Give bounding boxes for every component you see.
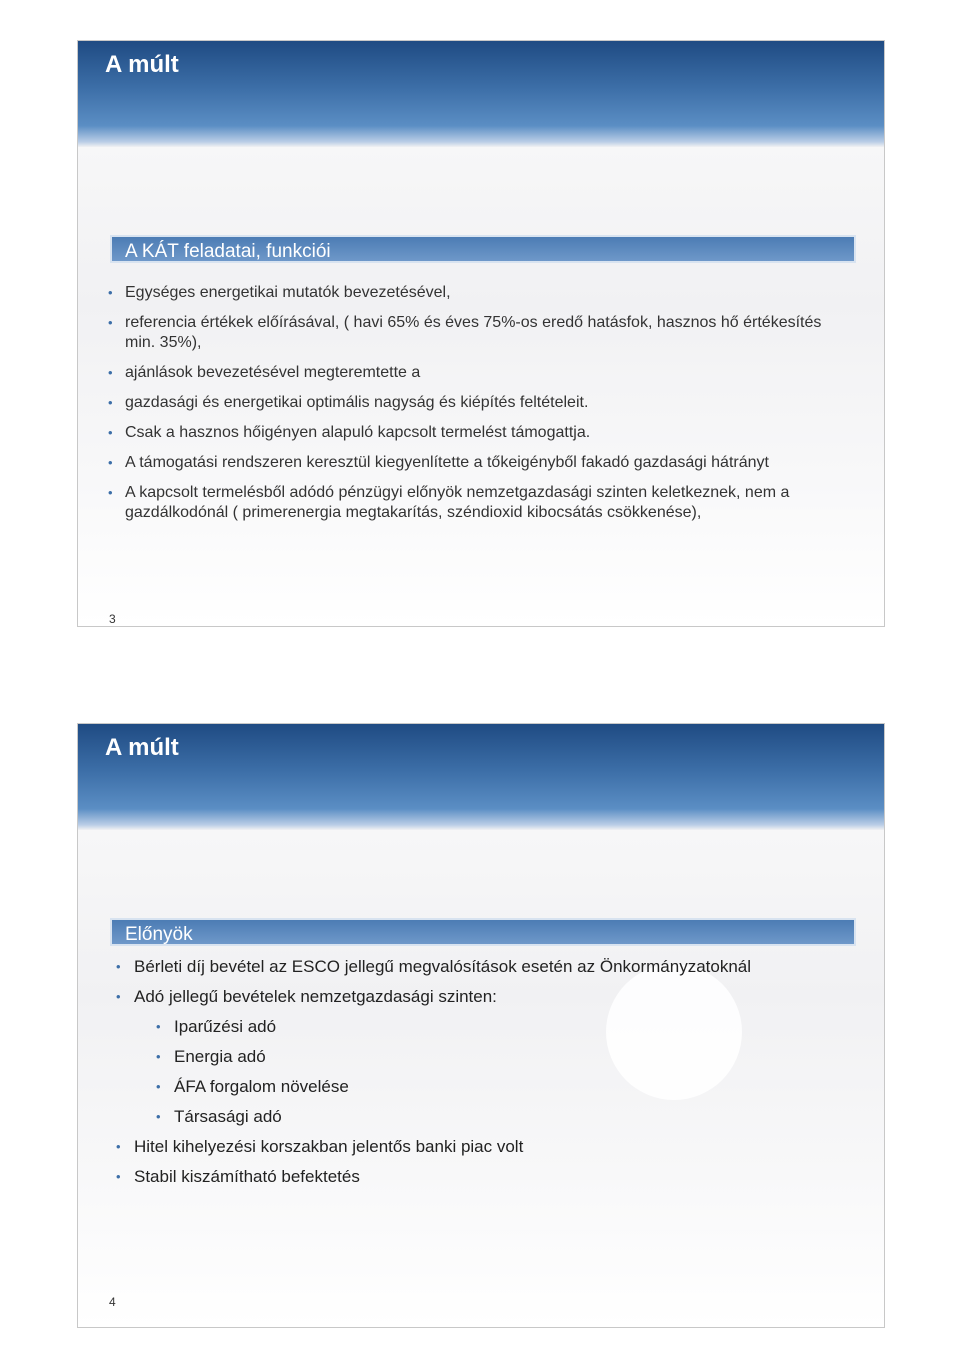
- list-item: • ajánlások bevezetésével megteremtette a: [108, 364, 421, 381]
- list-item: • A támogatási rendszeren keresztül kiegyenlítette a tőkeigényből fakadó gazdasági hátrányt: [108, 454, 769, 471]
- bullet-icon: •: [108, 365, 113, 380]
- bullet-icon: •: [156, 1019, 161, 1034]
- list-item: • Csak a hasznos hőigényen alapuló kapcsolt termelést támogattja.: [108, 424, 591, 441]
- list-item: • Stabil kiszámítható befektetés: [116, 1167, 360, 1186]
- bullet-icon: •: [108, 425, 113, 440]
- page-number: 3: [109, 612, 116, 626]
- bullet-icon: •: [108, 395, 113, 410]
- list-item: • Egységes energetikai mutatók bevezetésével,: [108, 284, 451, 301]
- sub-list-item: • Energia adó: [156, 1047, 266, 1066]
- list-item: • Hitel kihelyezési korszakban jelentős banki piac volt: [116, 1137, 524, 1156]
- bullet-icon: •: [116, 959, 121, 974]
- slide-title: A múlt: [105, 51, 179, 78]
- bullet-icon: •: [116, 1169, 121, 1184]
- slide-title: A múlt: [105, 734, 179, 761]
- sub-list-item: • Iparűzési adó: [156, 1017, 277, 1036]
- list-item: • Bérleti díj bevétel az ESCO jellegű megvalósítások esetén az Önkormányzatoknál: [116, 957, 752, 976]
- slide-header: [78, 41, 884, 147]
- bullet-list: [116, 957, 856, 1197]
- bullet-icon: •: [116, 1139, 121, 1154]
- bullet-icon: •: [156, 1109, 161, 1124]
- section-heading: Előnyök: [125, 924, 193, 945]
- bullet-icon: •: [156, 1049, 161, 1064]
- list-item: • gazdasági és energetikai optimális nagyság és kiépítés feltételeit.: [108, 394, 589, 411]
- section-heading-bar: [110, 918, 856, 946]
- sub-list-item: • ÁFA forgalom növelése: [156, 1077, 349, 1096]
- bullet-icon: •: [108, 485, 113, 500]
- bullet-icon: •: [116, 989, 121, 1004]
- bullet-icon: •: [108, 285, 113, 300]
- bullet-icon: •: [108, 455, 113, 470]
- bullet-icon: •: [156, 1079, 161, 1094]
- sub-list-item: • Társasági adó: [156, 1107, 282, 1126]
- page-number: 4: [109, 1295, 116, 1309]
- list-item: • referencia értékek előírásával, ( havi 65% és éves 75%-os eredő hatásfok, hasznos hő értékesítés min. 35%),: [108, 314, 822, 351]
- section-heading: A KÁT feladatai, funkciói: [125, 241, 331, 262]
- list-item: • Adó jellegű bevételek nemzetgazdasági szinten:: [116, 987, 497, 1006]
- slide-header: [78, 724, 884, 830]
- slide-3: [77, 40, 885, 627]
- section-heading-bar: [110, 235, 856, 263]
- bullet-icon: •: [108, 315, 113, 330]
- slide-4: [77, 723, 885, 1328]
- list-item: • A kapcsolt termelésből adódó pénzügyi előnyök nemzetgazdasági szinten keletkeznek, nem a gazdálkodónál ( primerenergia megtakarítás, széndioxid kibocsátás csökkenése),: [108, 484, 790, 521]
- bullet-list: [108, 283, 856, 533]
